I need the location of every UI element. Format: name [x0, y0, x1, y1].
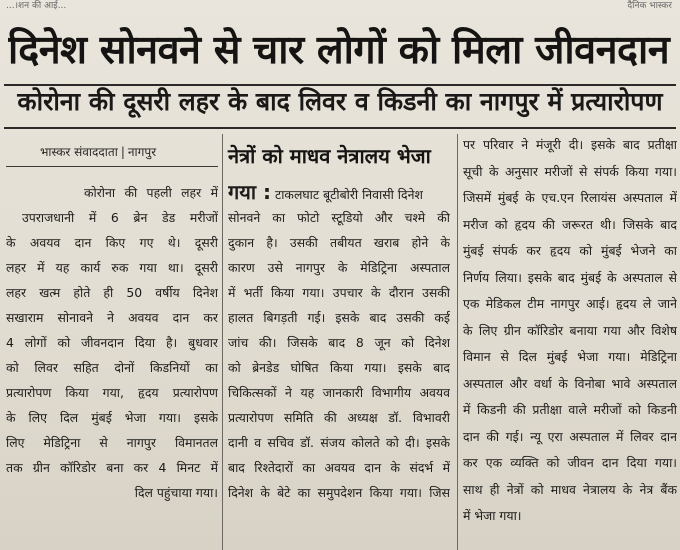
column-2-heading: नेत्रों को माधव नेत्रालय भेजा	[228, 144, 431, 168]
column-2-line: को ब्रेनडेड घोषित किया गया। इसके बाद	[228, 360, 450, 375]
column-3-line: मरीज को हृदय की जरूरत थी। जिसके बाद	[463, 216, 677, 232]
column-1-line: के अवयव दान किए गए थे। दूसरी	[6, 235, 218, 250]
byline-reporter: भास्कर संवाददाता	[40, 145, 118, 159]
column-2-line: टाकलघाट बूटीबोरी निवासी दिनेश	[274, 187, 423, 202]
byline	[40, 144, 220, 160]
column-2-line: दुकान है। उसकी तबीयत खराब होने के	[228, 235, 450, 250]
column-2-line: हालत बिगड़ती गई। इसके बाद उसकी कई	[228, 310, 450, 325]
column-2-first-line	[228, 180, 450, 205]
column-1-line: सखाराम सोनावने ने अवयव दान कर	[6, 310, 218, 325]
column-3-line: एक मेडिकल टीम नागपुर आई। हृदय ले जाने	[463, 296, 677, 311]
column-3-line: विमान से दिल मुंबई भेजा गया। मेडिट्रिना	[463, 349, 677, 364]
column-2-line: प्रत्यारोपण समिति की अध्यक्ष डॉ. विभावरी	[228, 410, 450, 425]
column-3	[463, 132, 677, 530]
column-1-line: कोरोना की पहली लहर में	[84, 185, 218, 200]
subheadline-divider	[4, 127, 676, 129]
column-2-line: सोनवने का फोटो स्टूडियो और चश्मे की	[228, 210, 450, 225]
column-3-line: निर्णय लिया। इसके बाद मुंबई के अस्पताल से	[463, 269, 677, 285]
top-strip-right-text: दैनिक भास्कर	[627, 1, 672, 11]
byline-separator: |	[120, 145, 125, 159]
column-2-line: में भर्ती किया गया। उपचार के दौरान उसकी	[228, 285, 450, 300]
column-3-line: कर एक व्यक्ति को जीवन दान दिया गया।	[463, 455, 677, 470]
top-strip-left-text: ...।शन की आई...	[6, 1, 67, 11]
column-3-line: दान की गई। न्यू एरा अस्पताल में लिवर दान	[463, 428, 677, 444]
column-2	[228, 180, 450, 505]
byline-city: नागपुर	[127, 145, 157, 159]
column-2-line: दानी व सचिव डॉ. संजय कोलते को दी। इसके	[228, 435, 450, 450]
column-3-line: के लिए ग्रीन कॉरिडोर बनाया गया और विशेष	[463, 322, 677, 338]
column-1-line: तक ग्रीन कॉरिडोर बना कर 4 मिनट में	[6, 460, 218, 475]
column-3-line: मुंबई संपर्क कर हृदय को मुंबई भेजने का	[463, 243, 677, 258]
column-1-line: लिए मेडिट्रिना से नागपुर विमानतल	[6, 435, 218, 450]
column-3-line: जिसमें मुंबई के एच.एन रिलायंस अस्पताल में	[463, 190, 677, 205]
column-2-line: बाद रिश्तेदारों का अवयव दान के संदर्भ में	[228, 460, 450, 475]
column-2-lead: गया :	[228, 180, 272, 204]
top-strip	[0, 0, 680, 14]
column-3-line: में भेजा गया।	[463, 508, 522, 523]
headline: दिनेश सोनवने से चार लोगों को मिला जीवनदान	[8, 27, 670, 73]
column-1-line: को लिवर सहित दोनों किडनियों का	[6, 360, 218, 375]
column-divider	[457, 134, 458, 550]
subheadline: कोरोना की दूसरी लहर के बाद लिवर व किडनी का नागपुर में प्रत्यारोपण	[17, 87, 663, 116]
column-3-line: में किडनी की प्रतीक्षा वाले मरीजों को किडनी	[463, 402, 677, 417]
column-2-line: जांच की। जिसके बाद 8 जून को दिनेश	[228, 335, 450, 350]
column-divider	[222, 134, 223, 550]
column-1-line: प्रत्यारोपण किया गया, हृदय प्रत्यारोपण	[6, 385, 218, 400]
column-1-line: उपराजधानी में 6 ब्रेन डेड मरीजों	[22, 210, 218, 225]
column-3-line: साथ ही नेत्रों को माधव नेत्रालय के नेत्र बैंक	[463, 481, 677, 497]
column-1-line: लहर में यह कार्य रुक गया था। दूसरी	[6, 260, 218, 275]
column-3-line: अस्पताल और वर्धा के विनोबा भावे अस्पताल	[463, 375, 677, 391]
column-3-line: पर परिवार ने मंजूरी दी। इसके बाद प्रतीक्षा	[463, 137, 677, 152]
byline-divider	[6, 166, 218, 167]
column-1-line: लहर खत्म होते ही 50 वर्षीय दिनेश	[6, 285, 218, 300]
column-3-line: सूची के अनुसार मरीजों से संपर्क किया गया।	[463, 163, 677, 179]
column-1-line: 4 लोगों को जीवनदान दिया है। बुधवार	[6, 335, 218, 350]
column-2-line: चिकित्सकों ने यह जानकारी विभागीय अवयव	[228, 385, 450, 400]
column-2-line: कारण उसे नागपुर के मेडिट्रिना अस्पताल	[228, 260, 450, 275]
column-1-line: के लिए दिल मुंबई भेजा गया। इसके	[6, 410, 218, 425]
column-2-line: दिनेश के बेटे का समुपदेशन किया गया। जिस	[228, 485, 450, 500]
column-1-line: दिल पहुंचाया गया।	[134, 485, 218, 500]
column-1	[6, 180, 218, 505]
